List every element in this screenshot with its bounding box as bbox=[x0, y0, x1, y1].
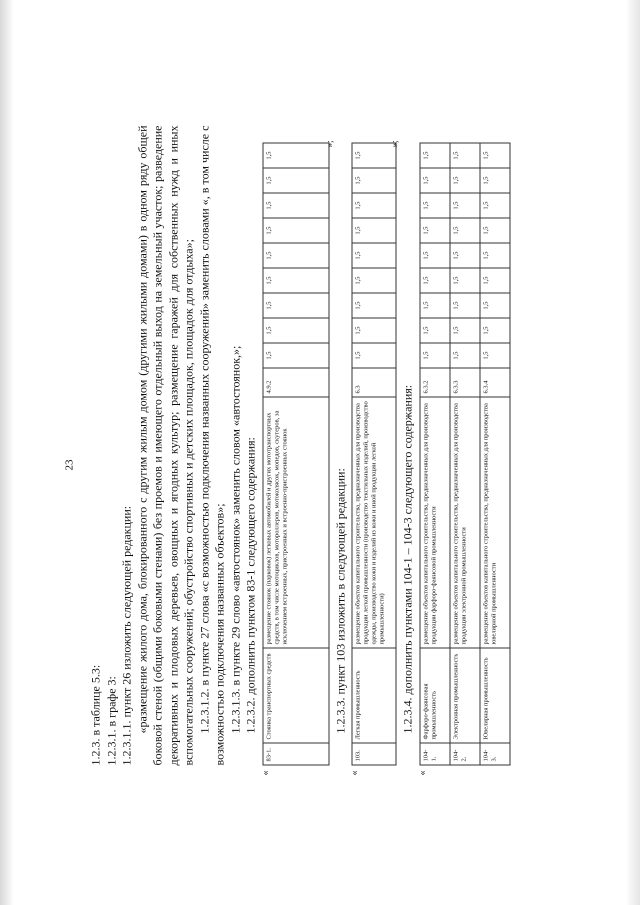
row-description: размещение стоянок (парковок) легковых автомобилей и других мототранспортных средств, в том числе мотоциклов, мотороллеров, мотоколясок, мопедов, скутеров, за исключением встроенных, пристроенных и встроенно-пристроенных стоянок bbox=[262, 397, 328, 648]
table3-wrap bbox=[416, 125, 510, 775]
row-number: 83-1. bbox=[262, 743, 328, 765]
row-description: размещение объектов капитального строительства, предназначенных для производства продукции легкой промышленности (производство текстильных изделий, производство одежды, производство кожи и изделий из кожи и иной продукции легкой промышленности) bbox=[352, 397, 396, 648]
row-description: размещение объектов капитального строительства, предназначенных для производства ювелирной промышленности bbox=[479, 397, 509, 648]
row-value: 1,5 bbox=[479, 193, 509, 218]
table2-open-quote: « bbox=[349, 770, 360, 775]
row-value: 1,5 bbox=[419, 343, 449, 368]
row-value: 1,5 bbox=[449, 243, 479, 268]
table-row bbox=[262, 143, 328, 765]
row-value: 1,5 bbox=[352, 293, 396, 318]
row-value: 1,5 bbox=[479, 218, 509, 243]
row-value: 1,5 bbox=[449, 343, 479, 368]
table3-open-quote: « bbox=[416, 770, 428, 775]
row-value: 1,5 bbox=[262, 168, 328, 193]
row-value: 1,5 bbox=[352, 268, 396, 293]
row-value: 1,5 bbox=[449, 193, 479, 218]
paragraph-1-2-3-1-2: 1.2.3.1.2. в пункте 27 слова «с возможностью подключения названных сооружений» заменить словами «, в том числе с возможностью подключения названных объектов»; bbox=[196, 125, 226, 765]
table2 bbox=[351, 142, 396, 765]
row-code: 6.3.2 bbox=[419, 368, 449, 397]
row-value: 1,5 bbox=[352, 218, 396, 243]
row-value: 1,5 bbox=[449, 318, 479, 343]
row-value: 1,5 bbox=[352, 193, 396, 218]
row-value: 1,5 bbox=[419, 193, 449, 218]
row-description: размещение объектов капитального строительства, предназначенных для производства продукции фарфоро-фаянсовой промышленности bbox=[419, 397, 449, 648]
row-value: 1,5 bbox=[352, 243, 396, 268]
row-name: Ювелирная промышленность bbox=[479, 648, 509, 743]
row-value: 1,5 bbox=[419, 218, 449, 243]
row-value: 1,5 bbox=[479, 268, 509, 293]
row-value: 1,5 bbox=[479, 293, 509, 318]
row-value: 1,5 bbox=[449, 218, 479, 243]
paragraph-1-2-3-1-3: 1.2.3.1.3. в пункте 29 слово «автостоянок» заменить словом «автостоянок,»; bbox=[227, 345, 242, 733]
row-value: 1,5 bbox=[262, 218, 328, 243]
row-value: 1,5 bbox=[419, 318, 449, 343]
table-row bbox=[479, 143, 509, 765]
table-row bbox=[352, 143, 396, 765]
heading-1-2-3-4: 1.2.3.4. дополнить пунктами 104-1 – 104-3 следующего содержания: bbox=[400, 384, 414, 733]
row-value: 1,5 bbox=[479, 243, 509, 268]
page-number: 23 bbox=[63, 459, 75, 470]
row-number: 104-3. bbox=[479, 743, 509, 765]
row-value: 1,5 bbox=[352, 168, 396, 193]
row-value: 1,5 bbox=[262, 318, 328, 343]
table1 bbox=[262, 142, 329, 765]
heading-1-2-3-3: 1.2.3.3. пункт 103 изложить в следующей редакции: bbox=[332, 467, 347, 733]
row-value: 1,5 bbox=[419, 143, 449, 168]
row-value: 1,5 bbox=[262, 343, 328, 368]
row-value: 1,5 bbox=[479, 168, 509, 193]
row-value: 1,5 bbox=[479, 343, 509, 368]
row-code: 6.3 bbox=[352, 368, 396, 397]
row-number: 103. bbox=[352, 743, 396, 765]
row-value: 1,5 bbox=[352, 343, 396, 368]
row-name: Легкая промышленность bbox=[352, 648, 396, 743]
row-number: 104-1. bbox=[419, 743, 449, 765]
row-name: Электронная промышленность bbox=[449, 648, 479, 743]
row-value: 1,5 bbox=[262, 143, 328, 168]
paragraph-1-2-3-2: 1.2.3.2. дополнить пунктом 83-1 следующего содержания: bbox=[243, 436, 257, 733]
row-value: 1,5 bbox=[449, 293, 479, 318]
table1-close-quote: »; bbox=[323, 139, 334, 147]
paragraph-1-2-3: 1.2.3. в таблице 5.3: bbox=[88, 664, 102, 765]
table-row bbox=[449, 143, 479, 765]
row-code: 6.3.3 bbox=[449, 368, 479, 397]
paragraph-1-2-3-1-1: 1.2.3.1.1. пункт 26 изложить следующей редакции: bbox=[119, 505, 133, 765]
row-value: 1,5 bbox=[262, 193, 328, 218]
table3 bbox=[419, 142, 510, 765]
row-value: 1,5 bbox=[262, 268, 328, 293]
row-value: 1,5 bbox=[479, 143, 509, 168]
row-code: 4.9.2 bbox=[262, 368, 328, 397]
paragraph-1-2-3-1: 1.2.3.1. в графе 3: bbox=[103, 675, 118, 765]
paragraph-quote-block: «размещение жилого дома, блокированного с другим жилым домом (другими жилыми домами) в одном ряду общей боковой стеной (общими боковыми стенами) без проемов и имеющего отдельный выход на земельный участок; разведение декоративных и плодовых деревьев, овощных и ягодных культур; размещение гаражей для собственных нужд и иных вспомогательных сооружений; обустройство спортивных и детских площадок, площадок для отдыха»; bbox=[134, 125, 195, 765]
row-value: 1,5 bbox=[262, 243, 328, 268]
row-value: 1,5 bbox=[419, 268, 449, 293]
row-value: 1,5 bbox=[449, 268, 479, 293]
row-value: 1,5 bbox=[262, 293, 328, 318]
table1-open-quote: « bbox=[259, 770, 271, 775]
row-number: 104-2. bbox=[449, 743, 479, 765]
row-code: 6.3.4 bbox=[479, 368, 509, 397]
table-row bbox=[419, 143, 449, 765]
row-value: 1,5 bbox=[479, 318, 509, 343]
row-value: 1,5 bbox=[352, 318, 396, 343]
row-value: 1,5 bbox=[352, 143, 396, 168]
row-name: Фарфоро-фаянсовая промышленность bbox=[419, 648, 449, 743]
row-value: 1,5 bbox=[419, 168, 449, 193]
row-value: 1,5 bbox=[419, 243, 449, 268]
document-body bbox=[88, 125, 510, 775]
row-value: 1,5 bbox=[449, 168, 479, 193]
row-value: 1,5 bbox=[419, 293, 449, 318]
row-name: Стоянка транспортных средств bbox=[262, 648, 328, 743]
table2-wrap bbox=[349, 125, 399, 775]
table1-wrap bbox=[259, 125, 334, 775]
row-value: 1,5 bbox=[449, 143, 479, 168]
row-description: размещение объектов капитального строительства, предназначенных для производства продукции электронной промышленности bbox=[449, 397, 479, 648]
table2-close-quote: »; bbox=[389, 139, 399, 147]
